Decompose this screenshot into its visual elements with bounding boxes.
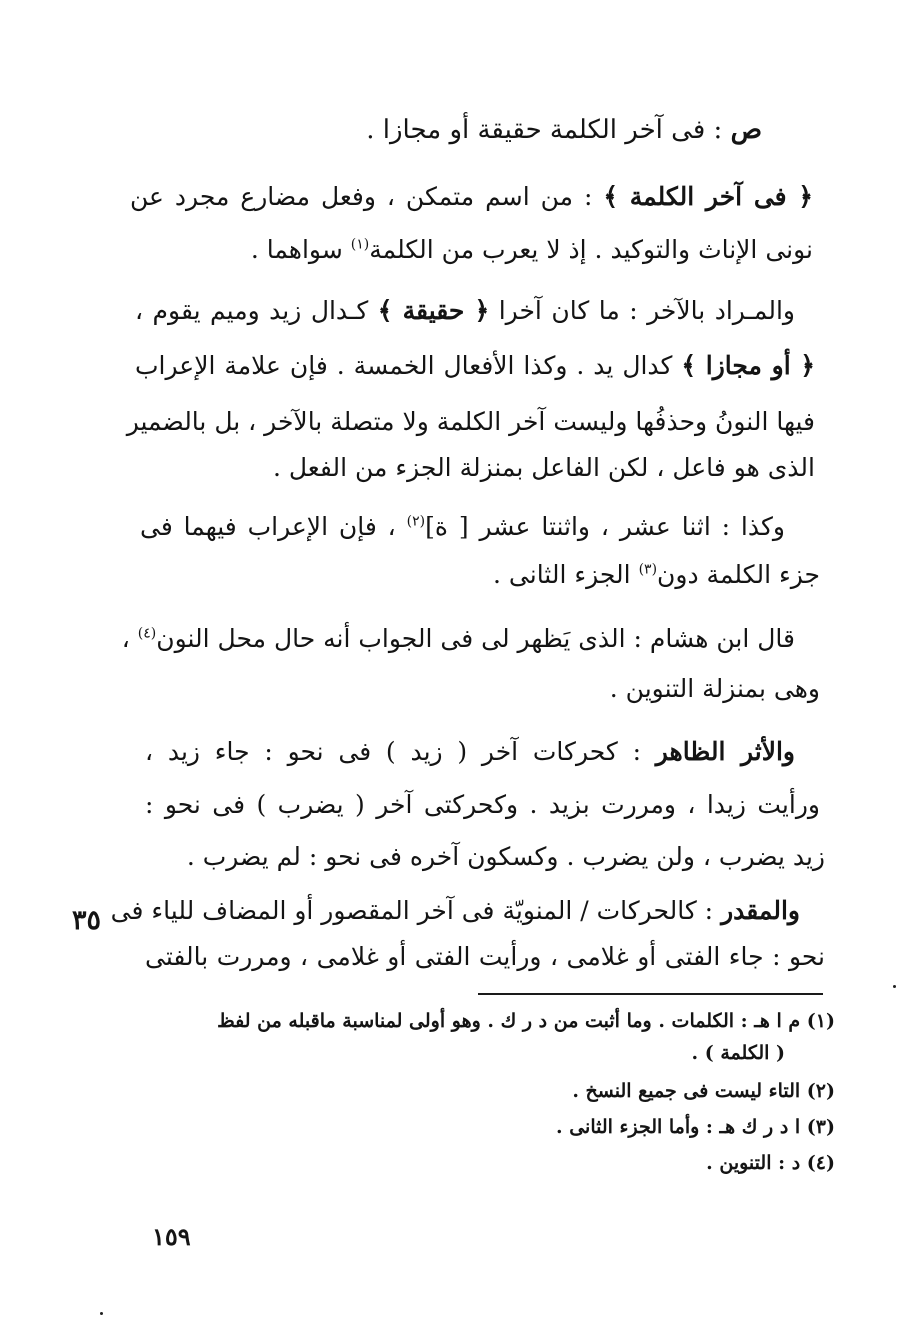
footnote-ref: (٤) — [137, 625, 157, 642]
para1-line-1 — [130, 180, 813, 214]
matn-line — [350, 110, 762, 150]
para5-line-1 — [145, 735, 795, 769]
text-run: : كالحركات / المنويّة فى آخر المقصور أو المضاف للياء فى — [110, 896, 722, 925]
para5-line-3 — [186, 840, 825, 874]
text-run: : من اسم متمكن ، وفعل مضارع مجرد عن — [130, 182, 604, 211]
footnote-4: (٤) د : التنوين . — [706, 1152, 835, 1174]
para3-line-1 — [140, 510, 785, 544]
text-run: جزء الكلمة دون — [657, 560, 820, 589]
bold-phrase: ﴿ أو مجازا ﴾ — [681, 351, 815, 380]
footnote-2: (٢) التاء ليست فى جميع النسخ . — [572, 1080, 835, 1102]
text-run: الجزء الثانى . — [493, 560, 639, 589]
margin-number: ٣٥ — [72, 905, 102, 936]
footnote-3: (٣) ا د ر ك هـ : وأما الجزء الثانى . — [555, 1116, 835, 1138]
text-run: ، فإن الإعراب فيهما فى — [140, 512, 407, 541]
text-run: ، — [121, 624, 138, 653]
text-run: نونى الإناث والتوكيد . إذ لا يعرب من الكلمة — [369, 235, 813, 264]
para6-line-2 — [145, 940, 825, 974]
text-run: وكذا : اثنا عشر ، واثنتا عشر [ ة] — [425, 512, 785, 541]
footnote-ref: (١) — [350, 236, 370, 253]
scan-speck — [893, 985, 896, 988]
para2-line-3 — [126, 405, 815, 439]
text-run: والمـراد بالآخر : ما كان آخرا — [489, 296, 795, 325]
text-run: نحو : جاء الفتى أو غلامى ، ورأيت الفتى أو غلامى ، ومررت بالفتى — [145, 942, 825, 971]
scan-speck — [100, 1312, 103, 1315]
text-run: الذى هو فاعل ، لكن الفاعل بمنزلة الجزء من الفعل . — [272, 453, 815, 482]
bold-phrase: والمقدر — [721, 896, 800, 925]
para5-line-2 — [145, 788, 820, 822]
text-run: فيها النونُ وحذفُها وليست آخر الكلمة ولا متصلة بالآخر ، بل بالضمير — [126, 407, 815, 436]
bold-phrase: ﴿ حقيقة ﴾ — [377, 296, 490, 325]
bold-phrase: ﴿ فى آخر الكلمة ﴾ — [603, 182, 813, 211]
footnote-ref: (٣) — [638, 561, 658, 578]
para4-line-2 — [609, 672, 820, 706]
text-run: كـدال زيد وميم يقوم ، — [135, 296, 378, 325]
text-run: سواهما . — [250, 235, 351, 264]
para2-line-4 — [272, 451, 815, 485]
para4-line-1 — [121, 622, 795, 656]
footnote-separator — [478, 993, 823, 995]
text-run: زيد يضرب ، ولن يضرب . وكسكون آخره فى نحو : لم يضرب . — [186, 842, 825, 871]
para2-line-2 — [135, 349, 815, 383]
text-run: قال ابن هشام : الذى يَظهر لى فى الجواب أنه حال محل النون — [156, 624, 795, 653]
footnote-1-cont: ( الكلمة ) . — [691, 1042, 785, 1064]
bold-phrase: والأثر الظاهر — [655, 737, 795, 766]
matn-marker: ص — [730, 115, 762, 145]
para6-line-1 — [110, 894, 800, 928]
footnote-1: (١) م ا هـ : الكلمات . وما أثبت من د ر ك . وهو أولى لمناسبة ماقبله من لفظ — [217, 1010, 835, 1032]
para1-line-2 — [240, 233, 813, 267]
text-run: ورأيت زيدا ، ومررت بزيد . وكحركتى آخر ( يضرب ) فى نحو : — [145, 790, 820, 819]
page-number: ١٥٩ — [152, 1222, 191, 1251]
text-run: وهى بمنزلة التنوين . — [609, 674, 820, 703]
para2-line-1 — [135, 294, 795, 328]
matn-text: : فى آخر الكلمة حقيقة أو مجازا . — [366, 115, 723, 145]
text-run: كدال يد . وكذا الأفعال الخمسة . فإن علامة الإعراب — [135, 351, 682, 380]
footnote-ref: (٢) — [406, 513, 426, 530]
para3-line-2 — [493, 558, 820, 592]
text-run: : كحركات آخر ( زيد ) فى نحو : جاء زيد ، — [145, 737, 656, 766]
